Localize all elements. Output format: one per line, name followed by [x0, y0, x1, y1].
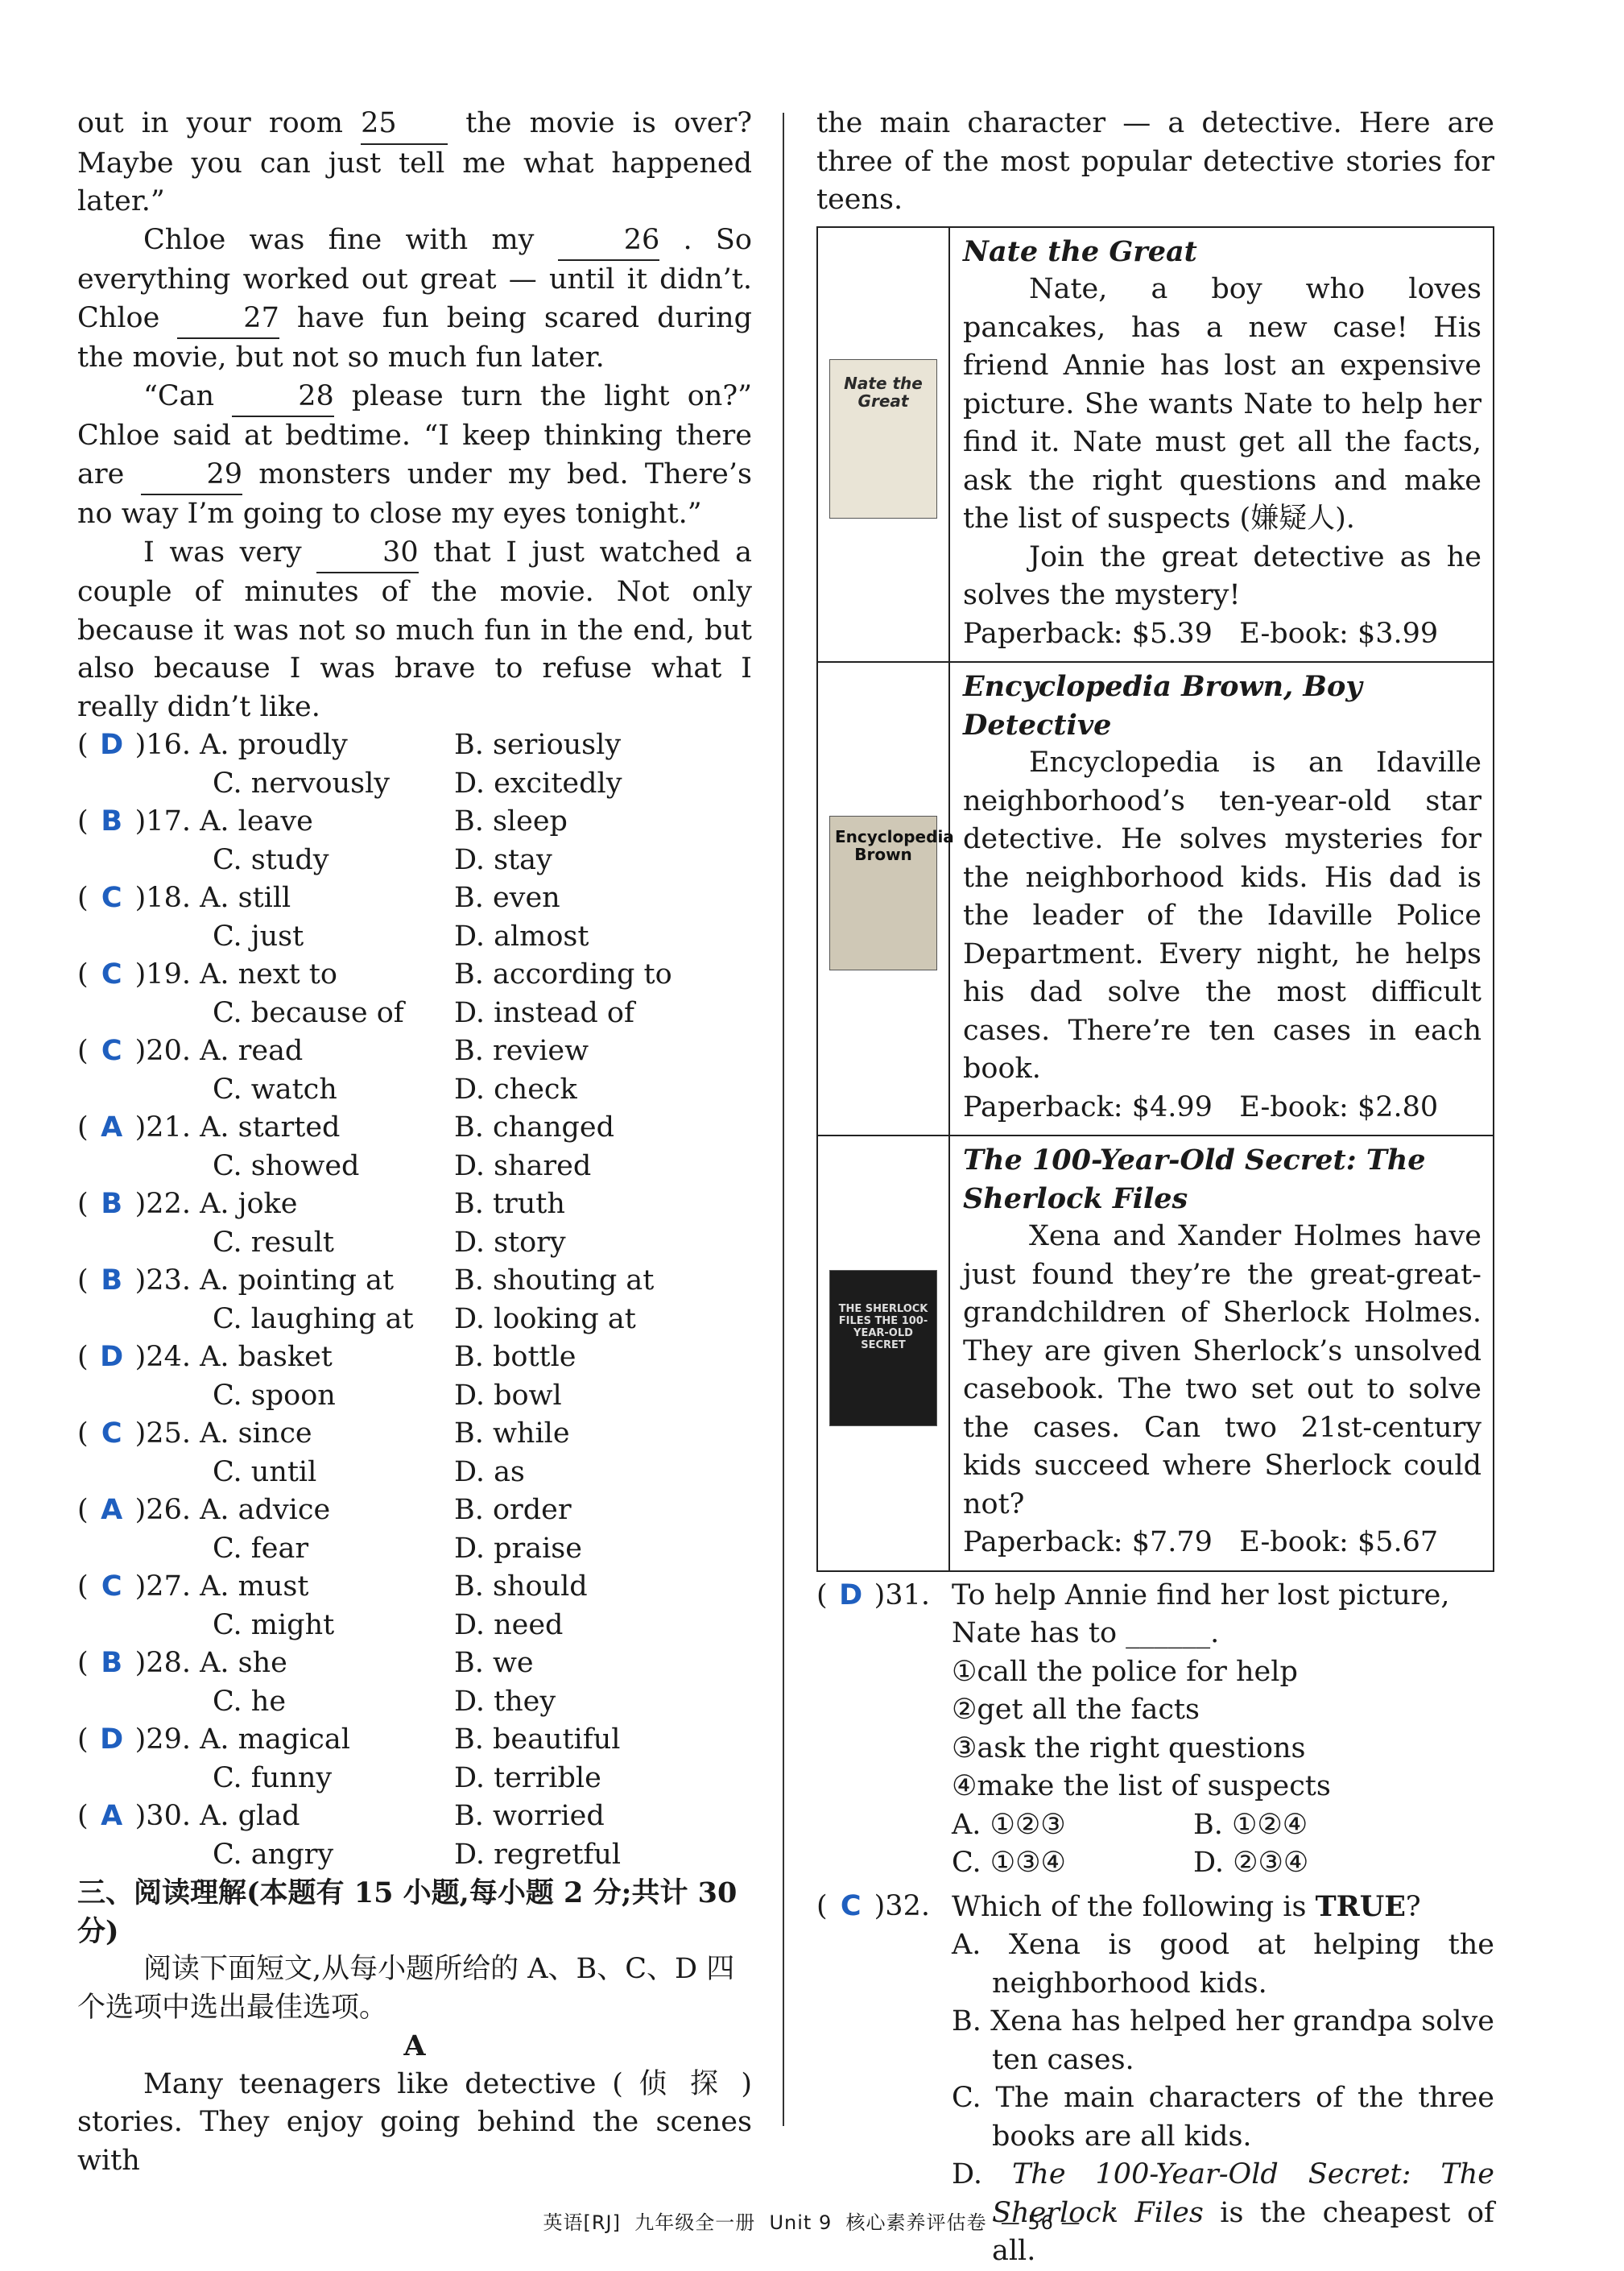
choice-d: D. bowl: [454, 1379, 562, 1412]
choice-d: D. as: [454, 1455, 525, 1488]
choice-c: C. ①③④: [952, 1847, 1066, 1879]
left-column: [77, 105, 752, 2180]
cloze-question: ( C )18. A. still B. even: [77, 879, 752, 918]
choice-a: A. ①②③: [952, 1808, 1066, 1841]
choice-c: C. laughing at: [213, 1302, 414, 1335]
cloze-question: ( C )20. A. read B. review: [77, 1032, 752, 1071]
cloze-question-cont: [77, 1760, 752, 1798]
cloze-question-cont: [77, 1607, 752, 1645]
paragraph-3: “Can 28 please turn the light on?” Chloe said at bedtime. “I keep thinking there are 29 monsters under my bed. There’s no way I’m going to close my eyes tonight.”: [77, 378, 752, 534]
book-info: [949, 1136, 1494, 1571]
choice-b: B. beautiful: [454, 1723, 621, 1756]
question-32: ( C )32. Which of the following is TRUE? A. Xena is good at helping the neighborhood kids. B. Xena has helped her grandpa solve ten cases. C. The main characters of the three books are all kids. D. The 100-Year-Old Secret: The Sherlock Files is the cheapest of all.: [816, 1888, 1494, 2271]
book-description: Xena and Xander Holmes have just found they’re the great-great-grandchildren of Sherlock Holmes. They are given Sherlock’s unsolved casebook. The two set out to solve the cases. Can two 21st-century kids succeed where Sherlock could not?: [963, 1220, 1481, 1520]
choice-d: D. praise: [454, 1532, 582, 1565]
cloze-question-cont: [77, 918, 752, 957]
choice-b: B. sleep: [454, 805, 568, 838]
answer-mark: C: [101, 1035, 122, 1067]
book-description: Encyclopedia is an Idaville neighborhood’s ten-year-old star detective. He solves mysteries for the neighborhood kids. His dad is the leader of the Idaville Police Department. Every night, he helps his dad solve the most difficult cases. There’re ten cases in each book.: [963, 747, 1481, 1085]
choice-d: D. ②③④: [1193, 1847, 1309, 1879]
choice-b: B. truth: [454, 1188, 565, 1220]
choice-d: D. excitedly: [454, 767, 622, 800]
statement-option: ③ask the right questions: [952, 1731, 1306, 1764]
choice-d: D. instead of: [454, 996, 634, 1029]
book-cover-image: Encyclopedia Brown: [829, 816, 937, 970]
book-cover-cell: [817, 662, 954, 1136]
choice-c: C. watch: [213, 1073, 337, 1106]
choice-d: D. regretful: [454, 1838, 622, 1871]
passage-continued: the main character — a detective. Here are three of the most popular detective stories for teens.: [816, 107, 1494, 216]
answer-mark: A: [101, 1111, 123, 1144]
cloze-question: ( A )30. A. glad B. worried: [77, 1797, 752, 1836]
answer-mark: C: [101, 1570, 122, 1603]
blank-28: 28: [232, 378, 334, 418]
choice-d: D. they: [454, 1685, 556, 1718]
choice-c: C. fear: [213, 1532, 309, 1565]
book-price: Paperback: $7.79 E-book: $5.67: [963, 1526, 1439, 1558]
choice-b: B. while: [454, 1417, 570, 1450]
book-row: [817, 662, 1494, 1136]
paragraph-2: Chloe was fine with my 26 . So everything worked out great — until it didn’t. Chloe 27 have fun being scared during the movie, but not so much fun later.: [77, 221, 752, 378]
cloze-question-cont: [77, 1530, 752, 1569]
answer-mark: C: [101, 882, 122, 914]
cloze-question-list: [77, 726, 752, 1874]
book-title: Nate the Great: [963, 234, 1197, 268]
choice-c: C. just: [213, 920, 304, 953]
choice-b: B. even: [454, 882, 560, 914]
blank-27: 27: [177, 300, 279, 340]
choice-d: D. stay: [454, 843, 552, 876]
question-31: ( D )31. To help Annie find her lost picture, Nate has to ______. ①call the police for help ②get all the facts ③ask the right questions ④make the list of suspects A. ①②③ B. ①②④ C. ①③④ D. ②③④: [816, 1577, 1494, 1883]
book-description: Nate, a boy who loves pancakes, has a new case! His friend Annie has lost an expensive picture. She wants Nate to help her find it. Nate must get all the facts, ask the right questions and make the list of suspects (嫌疑人).: [963, 273, 1481, 535]
answer-mark: D: [100, 1341, 124, 1373]
choice-c: C. result: [213, 1226, 334, 1259]
choice-c: C. angry: [213, 1838, 334, 1871]
cloze-question-cont: [77, 1301, 752, 1339]
answer-mark: B: [101, 1264, 122, 1297]
cloze-question-cont: [77, 1836, 752, 1875]
answer-mark: C: [840, 1889, 862, 1922]
blank-26: 26: [558, 221, 660, 262]
cloze-question: ( A )26. A. advice B. order: [77, 1491, 752, 1530]
book-row: [817, 1136, 1494, 1571]
choice-b: B. bottle: [454, 1341, 576, 1373]
question-stem: Which of the following is TRUE?: [952, 1889, 1421, 1923]
choice-c: C. showed: [213, 1149, 360, 1182]
choice-b: B. ①②④: [1193, 1808, 1308, 1841]
choice-b: B. according to: [454, 958, 672, 991]
choice-b: B. we: [454, 1647, 534, 1679]
cloze-question: ( B )22. A. joke B. truth: [77, 1185, 752, 1224]
answer-mark: A: [101, 1800, 123, 1832]
section-title: 三、阅读理解(本题有 15 小题,每小题 2 分;共计 30 分): [77, 1876, 738, 1948]
choice-c: C. because of: [213, 996, 404, 1029]
choice-c: C. study: [213, 843, 329, 876]
book-cover-cell: [817, 227, 949, 663]
cloze-question-cont: [77, 1148, 752, 1186]
answer-mark: D: [839, 1578, 863, 1611]
column-divider: [783, 113, 784, 2126]
choice-b: B. worried: [454, 1800, 605, 1832]
choice-c: C. until: [213, 1455, 317, 1488]
cloze-question-cont: [77, 1224, 752, 1263]
paragraph-4: I was very 30 that I just watched a couple of minutes of the movie. Not only because it was not so much fun in the end, but also because I was brave to refuse what I really didn’t like.: [77, 534, 752, 727]
book-description-2: Join the great detective as he solves the mystery!: [963, 540, 1481, 611]
choice-b: B. changed: [454, 1111, 615, 1144]
cloze-question: ( B )23. A. pointing at B. shouting at: [77, 1262, 752, 1301]
answer-mark: C: [101, 958, 122, 991]
statement-option: ②get all the facts: [952, 1694, 1200, 1726]
section-instruction: 阅读下面短文,从每小题所给的 A、B、C、D 四个选项中选出最佳选项。: [77, 1953, 735, 2024]
choice-d: D. check: [454, 1073, 577, 1106]
choice-d: D. looking at: [454, 1302, 636, 1335]
cloze-question: ( B )17. A. leave B. sleep: [77, 803, 752, 842]
choice-b: B. Xena has helped her grandpa solve ten cases.: [952, 2005, 1494, 2076]
choice-c: C. funny: [213, 1761, 333, 1794]
choice-c: C. The main characters of the three books are all kids.: [952, 2082, 1494, 2153]
answer-mark: D: [100, 729, 124, 761]
choice-d: D. story: [454, 1226, 566, 1259]
answer-mark: D: [100, 1723, 124, 1756]
choice-d: D. The 100-Year-Old Secret: The Sherlock Files is the cheapest of all.: [952, 2158, 1495, 2267]
choice-c: C. spoon: [213, 1379, 336, 1412]
book-info: [949, 662, 1494, 1136]
book-title: Encyclopedia Brown, Boy Detective: [963, 670, 1362, 742]
choice-a: A. Xena is good at helping the neighborhood kids.: [952, 1929, 1494, 2000]
passage-letter: A: [403, 2029, 426, 2062]
blank-29: 29: [141, 456, 243, 496]
book-cover-cell: [817, 1136, 949, 1571]
passage-start: Many teenagers like detective ( 侦 探 ) stories. They enjoy going behind the scenes with: [77, 2067, 752, 2177]
choice-d: D. need: [454, 1608, 564, 1641]
book-title: The 100-Year-Old Secret: The Sherlock Files: [963, 1144, 1426, 1215]
answer-mark: B: [101, 1647, 122, 1679]
cloze-question: ( C )27. A. must B. should: [77, 1568, 752, 1607]
book-cover-image: THE SHERLOCK FILES THE 100-YEAR-OLD SECRET: [829, 1270, 937, 1426]
paragraph-intro: out in your room 25 the movie is over? Maybe you can just tell me what happened later.”: [77, 105, 752, 221]
statement-option: ①call the police for help: [952, 1655, 1298, 1688]
choice-b: B. shouting at: [454, 1264, 655, 1297]
cloze-question: ( D )29. A. magical B. beautiful: [77, 1721, 752, 1760]
answer-mark: A: [101, 1494, 123, 1526]
choice-d: D. terrible: [454, 1761, 601, 1794]
answer-mark: B: [101, 805, 122, 838]
book-table: [816, 226, 1494, 1572]
cloze-question: ( D )24. A. basket B. bottle: [77, 1338, 752, 1377]
choice-c: C. he: [213, 1685, 287, 1718]
choice-d: D. shared: [454, 1149, 592, 1182]
choice-c: C. might: [213, 1608, 335, 1641]
cloze-question: ( C )25. A. since B. while: [77, 1415, 752, 1454]
choice-b: B. seriously: [454, 729, 622, 761]
choice-c: C. nervously: [213, 767, 391, 800]
book-cover-image: Nate the Great: [829, 359, 937, 519]
book-price: Paperback: $4.99 E-book: $2.80: [963, 1090, 1439, 1123]
choice-b: B. order: [454, 1494, 572, 1526]
cloze-question-cont: [77, 765, 752, 804]
statement-option: ④make the list of suspects: [952, 1770, 1331, 1802]
cloze-question-cont: [77, 842, 752, 880]
cloze-question: ( D )16. A. proudly B. seriously: [77, 726, 752, 765]
cloze-question: ( C )19. A. next to B. according to: [77, 956, 752, 995]
book-info: [949, 227, 1494, 663]
cloze-question: ( B )28. A. she B. we: [77, 1644, 752, 1683]
book-row: [817, 227, 1494, 663]
cloze-question-cont: [77, 995, 752, 1033]
cloze-question-cont: [77, 1683, 752, 1722]
cloze-question-cont: [77, 1071, 752, 1110]
blank-30: 30: [316, 534, 419, 574]
page-footer: 英语[RJ] 九年级全一册 Unit 9 核心素养评估卷 — 56 —: [543, 2211, 1081, 2234]
book-price: Paperback: $5.39 E-book: $3.99: [963, 617, 1439, 650]
cloze-question-cont: [77, 1377, 752, 1416]
choice-d: D. almost: [454, 920, 589, 953]
answer-mark: B: [101, 1188, 122, 1220]
blank-25: 25: [361, 105, 448, 145]
right-column: [816, 105, 1494, 2271]
cloze-question: ( A )21. A. started B. changed: [77, 1109, 752, 1148]
choice-b: B. should: [454, 1570, 588, 1603]
cloze-question-cont: [77, 1454, 752, 1492]
answer-mark: C: [101, 1417, 122, 1450]
choice-b: B. review: [454, 1035, 589, 1067]
question-stem: To help Annie find her lost picture, Nate has to ______.: [952, 1578, 1450, 1649]
